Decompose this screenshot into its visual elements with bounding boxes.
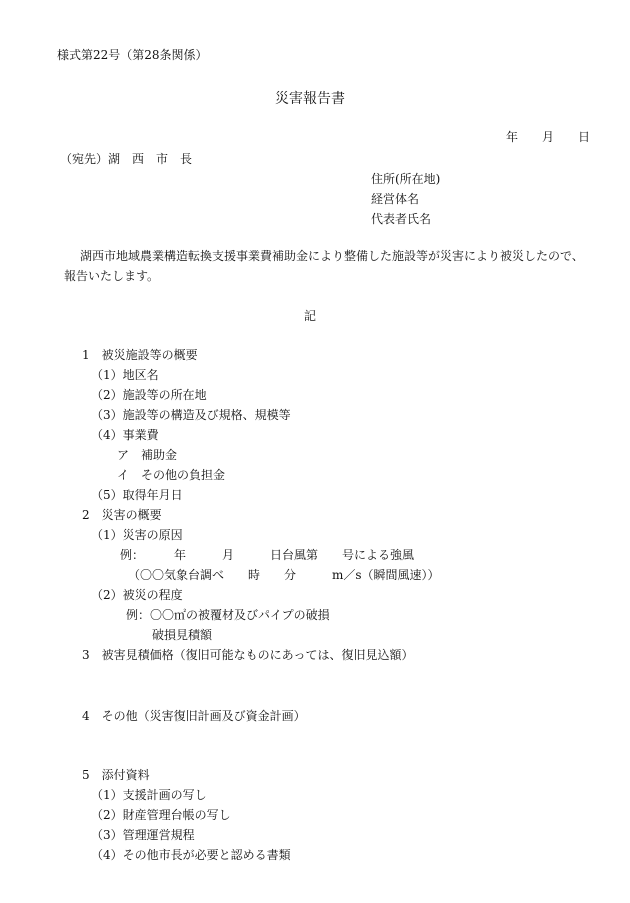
section-2-heading: 2 災害の概要 [82,508,162,522]
section-1-item-2: （2）施設等の所在地 [91,388,207,402]
applicant-representative-label: 代表者氏名 [371,212,432,226]
date-line: 年 月 日 [506,130,591,144]
body-text-line-2: 報告いたします。 [64,269,160,283]
section-1-item-3: （3）施設等の構造及び規格、規模等 [91,408,291,422]
section-1-item-4: （4）事業費 [91,428,159,442]
form-label: 様式第22号（第28条関係） [57,48,208,62]
section-2-item-1: （1）災害の原因 [91,528,183,542]
applicant-business-name-label: 経営体名 [371,192,420,206]
section-1-item-4a: ア 補助金 [117,448,178,462]
addressee: （宛先）湖 西 市 長 [60,152,193,166]
document-title: 災害報告書 [275,91,345,107]
body-text-line-1: 湖西市地域農業構造転換支援事業費補助金により整備した施設等が災害により被災したので、 [80,249,584,263]
section-5-item-1: （1）支援計画の写し [91,788,207,802]
ki-heading: 記 [304,309,317,323]
section-1-item-4b: イ その他の負担金 [117,468,226,482]
section-1-heading: 1 被災施設等の概要 [82,348,198,362]
section-1-item-1: （1）地区名 [91,368,159,382]
section-2-example-2: 例：〇〇㎡の被覆材及びパイプの破損 [126,608,330,622]
section-4-heading: 4 その他（災害復旧計画及び資金計画） [82,709,306,723]
section-2-example-2b: 破損見積額 [152,628,213,642]
section-2-item-2: （2）被災の程度 [91,588,183,602]
section-5-heading: 5 添付資料 [82,768,150,782]
section-1-item-5: （5）取得年月日 [91,488,183,502]
section-3-heading: 3 被害見積価格（復旧可能なものにあっては、復旧見込額） [82,648,414,662]
section-5-item-4: （4）その他市長が必要と認める書類 [91,848,291,862]
section-5-item-2: （2）財産管理台帳の写し [91,808,231,822]
section-5-item-3: （3）管理運営規程 [91,828,195,842]
section-2-example-1b: （〇〇気象台調べ 時 分 m／s（瞬間風速）） [128,568,440,582]
section-2-example-1: 例： 年 月 日台風第 号による強風 [120,548,415,562]
applicant-address-label: 住所(所在地) [371,172,441,186]
